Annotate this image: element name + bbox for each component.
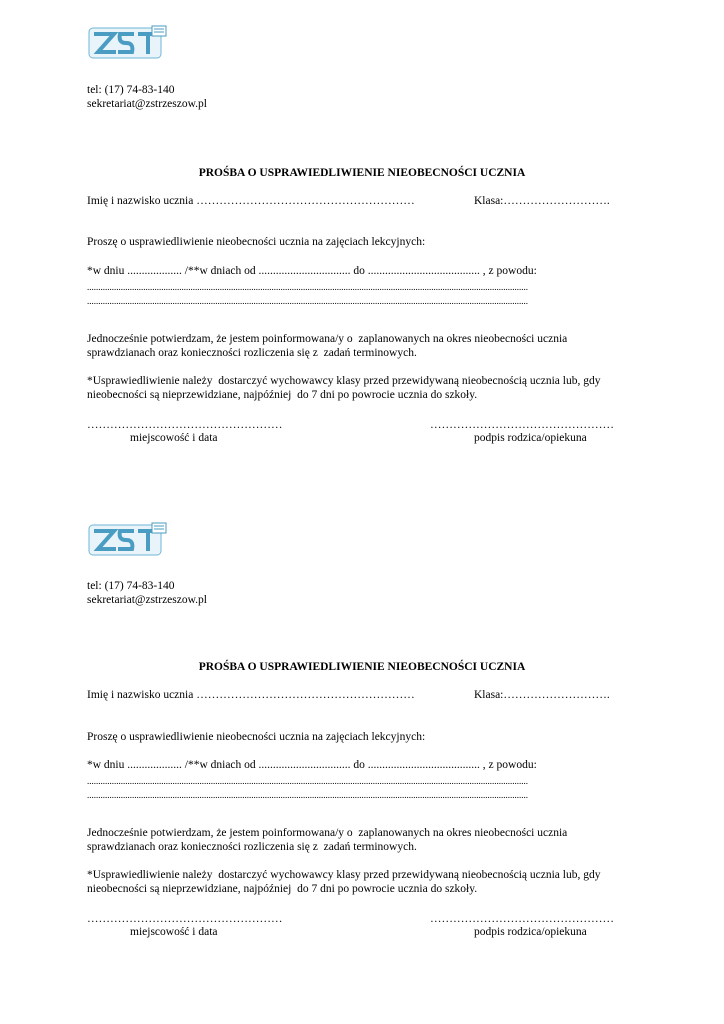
signature-left-line: ……………………………………………	[87, 419, 283, 431]
form-copy-1	[0, 0, 724, 497]
absence-dates-field: *w dniu ................... /**w dniach od ................................ do ....................................... , z powodu:	[87, 265, 537, 277]
confirm-text-2: sprawdzianach oraz konieczności rozliczenia się z zadań terminowych.	[87, 347, 417, 359]
email-text: sekretariat@zstrzeszow.pl	[87, 98, 207, 110]
confirm-text-2: sprawdzianach oraz konieczności rozliczenia się z zadań terminowych.	[87, 841, 417, 853]
note-text-2: nieobecności są nieprzewidziane, najpóźniej do 7 dni po powrocie ucznia do szkoły.	[87, 883, 478, 895]
request-text: Proszę o usprawiedliwienie nieobecności ucznia na zajęciach lekcyjnych:	[87, 731, 426, 743]
confirm-text-1: Jednocześnie potwierdzam, że jestem poinformowana/y o zaplanowanych na okres nieobecności ucznia	[87, 333, 568, 345]
school-logo-icon	[86, 519, 170, 561]
signature-left-label: miejscowość i data	[130, 432, 218, 444]
signature-left-line: ……………………………………………	[87, 913, 283, 925]
phone-text: tel: (17) 74-83-140	[87, 84, 175, 96]
reason-line-1: ....................................................................................................................................................................................................	[87, 776, 528, 786]
phone-text: tel: (17) 74-83-140	[87, 580, 175, 592]
signature-right-label: podpis rodzica/opiekuna	[474, 432, 587, 444]
class-field: Klasa:……………………….	[474, 689, 610, 701]
form-copy-2	[0, 497, 724, 994]
signature-right-line: …………………………………………	[430, 419, 614, 431]
absence-dates-field: *w dniu ................... /**w dniach od ................................ do ....................................... , z powodu:	[87, 759, 537, 771]
request-text: Proszę o usprawiedliwienie nieobecności ucznia na zajęciach lekcyjnych:	[87, 236, 426, 248]
reason-line-1: ....................................................................................................................................................................................................	[87, 282, 528, 292]
signature-right-line: …………………………………………	[430, 913, 614, 925]
student-name-field: Imię i nazwisko ucznia …………………………………………………	[87, 689, 415, 701]
signature-left-label: miejscowość i data	[130, 926, 218, 938]
reason-line-2: ....................................................................................................................................................................................................	[87, 296, 528, 306]
note-text-1: *Usprawiedliwienie należy dostarczyć wychowawcy klasy przed przewidywaną nieobecnością ucznia lub, gdy	[87, 375, 601, 387]
note-text-1: *Usprawiedliwienie należy dostarczyć wychowawcy klasy przed przewidywaną nieobecnością ucznia lub, gdy	[87, 869, 601, 881]
form-title: PROŚBA O USPRAWIEDLIWIENIE NIEOBECNOŚCI UCZNIA	[198, 167, 526, 179]
confirm-text-1: Jednocześnie potwierdzam, że jestem poinformowana/y o zaplanowanych na okres nieobecności ucznia	[87, 827, 568, 839]
student-name-field: Imię i nazwisko ucznia …………………………………………………	[87, 195, 415, 207]
form-title: PROŚBA O USPRAWIEDLIWIENIE NIEOBECNOŚCI UCZNIA	[198, 661, 526, 673]
note-text-2: nieobecności są nieprzewidziane, najpóźniej do 7 dni po powrocie ucznia do szkoły.	[87, 389, 478, 401]
signature-right-label: podpis rodzica/opiekuna	[474, 926, 587, 938]
class-field: Klasa:……………………….	[474, 195, 610, 207]
email-text: sekretariat@zstrzeszow.pl	[87, 594, 207, 606]
school-logo-icon	[86, 22, 170, 64]
reason-line-2: ....................................................................................................................................................................................................	[87, 790, 528, 800]
